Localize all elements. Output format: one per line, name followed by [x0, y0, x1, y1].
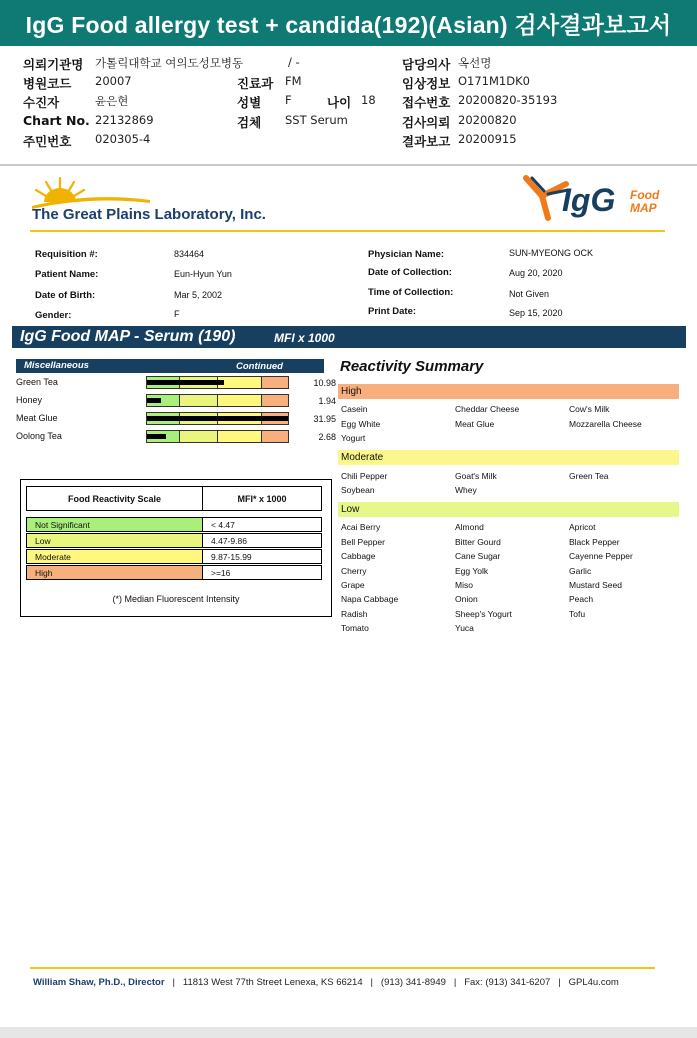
low-food: Egg Yolk — [455, 566, 489, 576]
reactivity-summary-title: Reactivity Summary — [340, 358, 484, 375]
gender-label: Gender: — [35, 310, 72, 321]
footer-separator: | — [370, 977, 373, 988]
low-food: Cayenne Pepper — [569, 551, 633, 561]
low-food: Black Pepper — [569, 537, 620, 547]
reactivity-scale — [146, 430, 289, 443]
low-food: Garlic — [569, 566, 592, 576]
collection-date-value: Aug 20, 2020 — [509, 268, 563, 278]
collection-date-label: Date of Collection: — [368, 267, 452, 278]
institution-label: 의뢰기관명 — [23, 57, 84, 72]
scale-col-header: Food Reactivity Scale — [26, 486, 203, 511]
food-value: 2.68 — [318, 432, 336, 442]
food-value: 1.94 — [318, 396, 336, 406]
clinical-value: O171M1DK0 — [458, 74, 530, 88]
low-food: Apricot — [569, 522, 596, 532]
patient-value: 윤은현 — [95, 94, 129, 108]
clinical-label: 임상정보 — [402, 76, 451, 91]
report-date-value: 20200915 — [458, 132, 517, 146]
moderate-food: Goat's Milk — [455, 471, 497, 481]
food-row — [16, 430, 336, 444]
dob-label: Date of Birth: — [35, 290, 96, 301]
footer-address: 11813 West 77th Street Lenexa, KS 66214 — [182, 977, 363, 988]
high-food: Yogurt — [341, 433, 366, 443]
request-label: 검사의뢰 — [402, 115, 451, 130]
low-food: Napa Cabbage — [341, 594, 399, 604]
food-value: 31.95 — [313, 414, 336, 424]
food-name: Meat Glue — [16, 413, 58, 423]
resident-label: 주민번호 — [23, 134, 72, 149]
igg-logo-map: MAP — [630, 201, 657, 215]
food-row — [16, 376, 336, 390]
high-food: Cheddar Cheese — [455, 404, 520, 414]
page-bottom-edge — [0, 1027, 697, 1038]
low-food: Cabbage — [341, 551, 376, 561]
sex-value: F — [285, 93, 292, 107]
mfi-footnote: (*) Median Fluorescent Intensity — [112, 594, 240, 604]
info-row-5 — [0, 132, 697, 151]
report-date-label: 결과보고 — [402, 134, 451, 149]
footer-director: William Shaw, Ph.D., Director — [33, 977, 165, 988]
header-rule — [30, 230, 665, 232]
requisition-label: Requisition #: — [35, 249, 98, 260]
footer-rule — [30, 967, 655, 969]
scale-row-range: 9.87-15.99 — [202, 549, 322, 564]
gpl-sun-logo — [30, 170, 290, 234]
specimen-value: SST Serum — [285, 113, 348, 127]
food-map-title: IgG Food MAP - Serum (190) — [20, 328, 236, 345]
low-food: Grape — [341, 580, 365, 590]
footer-fax: Fax: (913) 341-6207 — [464, 977, 551, 988]
institution-extra: / - — [288, 55, 300, 69]
physician-label: Physician Name: — [368, 249, 445, 260]
food-name: Green Tea — [16, 377, 58, 387]
chart-value: 22132869 — [95, 113, 154, 127]
moderate-food: Chili Pepper — [341, 471, 388, 481]
receipt-label: 접수번호 — [402, 95, 451, 110]
low-food: Bitter Gourd — [455, 537, 501, 547]
info-row-1 — [0, 55, 697, 74]
patient-name-label: Patient Name: — [35, 269, 99, 280]
scale-row-label: Low — [26, 533, 203, 548]
specimen-label: 검체 — [237, 115, 262, 130]
low-food: Peach — [569, 594, 594, 604]
scale-row-label: Not Significant — [26, 517, 203, 532]
dob-value: Mar 5, 2002 — [174, 290, 223, 300]
low-food: Sheep's Yogurt — [455, 609, 512, 619]
food-map-bar — [12, 326, 686, 348]
low-food: Tomato — [341, 623, 369, 633]
chart-label: Chart No. — [23, 113, 90, 128]
high-food: Meat Glue — [455, 419, 495, 429]
department-value: FM — [285, 74, 302, 88]
low-food: Yuca — [455, 623, 474, 633]
high-food: Egg White — [341, 419, 381, 429]
misc-continued: Continued — [236, 361, 283, 372]
value-bar — [147, 434, 166, 439]
low-food: Mustard Seed — [569, 580, 622, 590]
footer-separator: | — [558, 977, 561, 988]
value-bar — [147, 416, 288, 421]
food-name: Oolong Tea — [16, 431, 62, 441]
collection-time-value: Not Given — [509, 289, 550, 299]
high-food: Cow's Milk — [569, 404, 610, 414]
moderate-food: Whey — [455, 485, 477, 495]
igg-logo-food: Food — [630, 188, 660, 202]
patient-label: 수진자 — [23, 95, 60, 110]
food-value: 10.98 — [313, 378, 336, 388]
doctor-label: 담당의사 — [402, 57, 451, 72]
low-food: Onion — [455, 594, 478, 604]
misc-label: Miscellaneous — [24, 360, 89, 371]
value-bar — [147, 380, 224, 385]
food-name: Honey — [16, 395, 43, 405]
scale-row-range: < 4.47 — [202, 517, 322, 532]
low-band: Low — [338, 502, 679, 517]
low-food: Radish — [341, 609, 368, 619]
report-footer — [33, 977, 619, 988]
low-food: Almond — [455, 522, 484, 532]
low-food: Acai Berry — [341, 522, 381, 532]
low-food: Tofu — [569, 609, 586, 619]
info-row-4 — [0, 113, 697, 132]
print-date-value: Sep 15, 2020 — [509, 308, 563, 318]
low-food: Cherry — [341, 566, 367, 576]
scale-legend — [20, 479, 332, 617]
high-band: High — [338, 384, 679, 399]
physician-value: SUN-MYEONG OCK — [509, 248, 594, 258]
print-date-label: Print Date: — [368, 306, 417, 317]
misc-header — [16, 359, 324, 373]
institution-value: 가톨릭대학교 여의도성모병동 — [95, 56, 244, 70]
sex-label: 성별 — [237, 95, 262, 110]
food-map-unit: MFI x 1000 — [274, 331, 335, 345]
scale-row-label: High — [26, 565, 203, 580]
header-info — [0, 55, 697, 155]
request-value: 20200820 — [458, 113, 517, 127]
info-row-2 — [0, 74, 697, 93]
high-food: Mozzarella Cheese — [569, 419, 642, 429]
footer-separator: | — [453, 977, 457, 988]
value-bar — [147, 398, 161, 403]
mfi-col-header: MFI* x 1000 — [202, 486, 322, 511]
department-label: 진료과 — [237, 76, 274, 91]
age-label: 나이 — [327, 95, 352, 110]
info-row-3 — [0, 93, 697, 112]
moderate-band: Moderate — [338, 450, 679, 465]
gender-value: F — [174, 309, 180, 319]
footer-phone: (913) 341-8949 — [380, 977, 446, 988]
scale-row-label: Moderate — [26, 549, 203, 564]
lab-report — [0, 166, 697, 1026]
scale-row-range: >=16 — [202, 565, 322, 580]
footer-web-link[interactable]: GPL4u.com — [568, 977, 619, 988]
lab-name: The Great Plains Laboratory, Inc. — [32, 206, 266, 223]
reactivity-scale — [146, 394, 289, 407]
requisition-value: 834464 — [174, 249, 205, 259]
food-row — [16, 394, 336, 408]
scale-row-range: 4.47-9.86 — [202, 533, 322, 548]
resident-value: 020305-4 — [95, 132, 151, 146]
igg-food-map-logo — [518, 170, 668, 230]
igg-logo-text: IgG — [562, 182, 616, 218]
footer-separator: | — [172, 977, 175, 988]
low-food: Bell Pepper — [341, 537, 385, 547]
low-food: Miso — [455, 580, 473, 590]
receipt-value: 20200820-35193 — [458, 93, 558, 107]
low-food: Cane Sugar — [455, 551, 501, 561]
age-value: 18 — [361, 93, 376, 107]
hospital-code-value: 20007 — [95, 74, 132, 88]
moderate-food: Soybean — [341, 485, 375, 495]
hospital-code-label: 병원코드 — [23, 76, 72, 91]
collection-time-label: Time of Collection: — [368, 287, 454, 298]
moderate-food: Green Tea — [569, 471, 609, 481]
food-row — [16, 412, 336, 426]
high-food: Casein — [341, 404, 368, 414]
patient-name-value: Eun-Hyun Yun — [174, 269, 232, 279]
doctor-value: 옥선명 — [458, 56, 492, 70]
report-title: IgG Food allergy test + candida(192)(Asian) 검사결과보고서 — [0, 0, 697, 46]
